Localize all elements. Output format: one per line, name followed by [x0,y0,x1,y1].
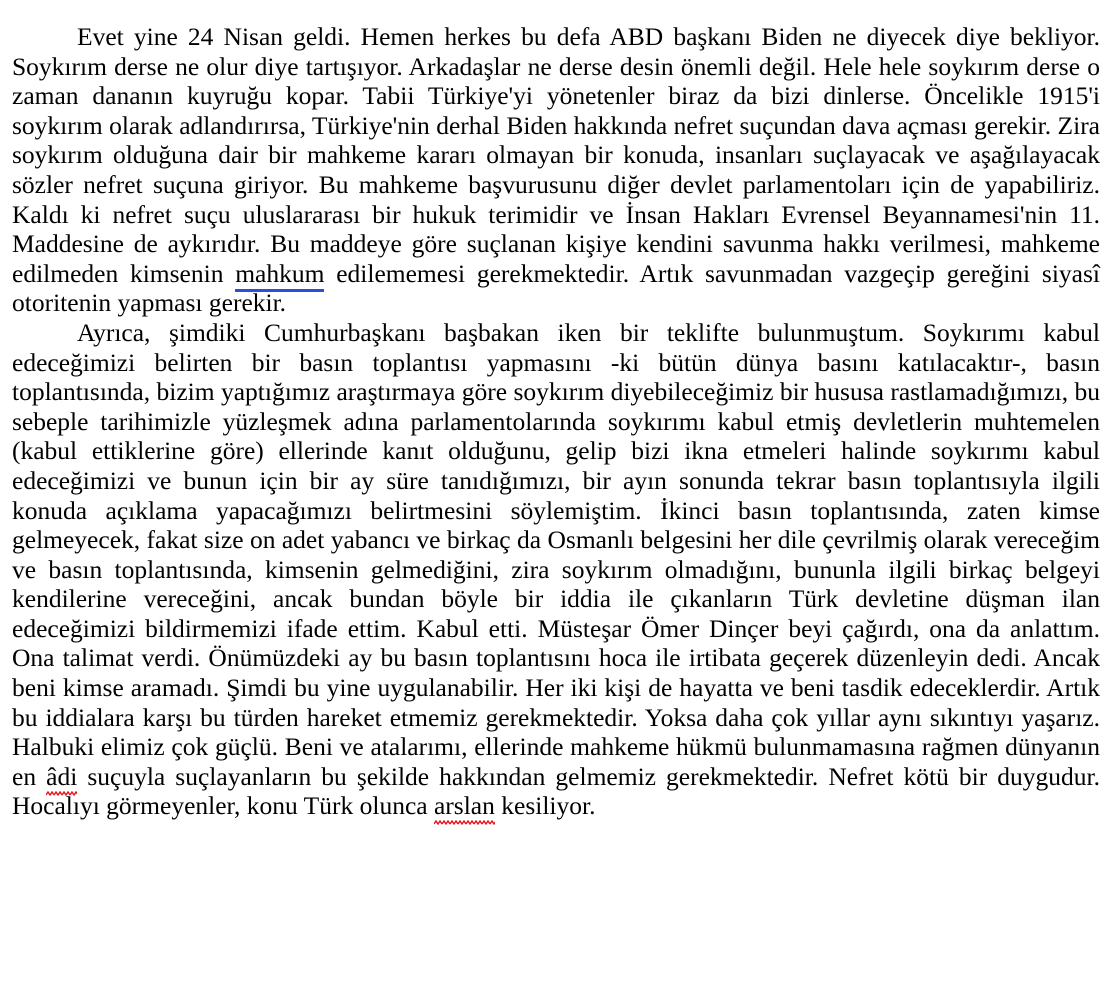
hyperlink-mahkum[interactable]: mahkum [235,259,324,292]
paragraph-1 [12,22,1100,318]
text-run: Evet yine 24 Nisan geldi. Hemen herkes bu defa ABD başkanı Biden ne diyecek diye bekliyor. Soykırım derse ne olur diye tartışıyor. Arkadaşlar ne derse desin önemli değil. Hele hele soykırım derse o zaman dananın kuyruğu kopar. Tabii Türkiye'yi yönetenler biraz da bizi dinlerse. Öncelikle 1915'i soykırım olarak adlandırırsa, Türkiye'nin derhal Biden hakkında nefret suçundan dava açması gerekir. Zira soykırım olduğuna dair bir mahkeme kararı olmayan bir konuda, insanları suçlayacak ve aşağılayacak sözler nefret suçuna giriyor. Bu mahkeme başvurusunu diğer devlet parlamentoları için de yapabiliriz. Kaldı ki nefret suçu uluslararası bir hukuk terimidir ve İnsan Hakları Evrensel Beyannamesi'nin 11. Maddesine de aykırıdır. Bu maddeye göre suçlanan kişiye kendini savunma hakkı verilmesi, mahkeme edilmeden kimsenin [12,22,1100,288]
document-body[interactable] [12,22,1100,821]
text-run: suçuyla suçlayanların bu şekilde hakkından gelmemiz gerekmektedir. Nefret kötü bir duygudur. Hocalıyı görmeyenler, konu Türk olunca [12,761,1100,821]
text-run: Ayrıca, şimdiki Cumhurbaşkanı başbakan iken bir teklifte bulunmuştum. Soykırımı kabul edeceğimizi belirten bir basın toplantısı yapmasını -ki bütün dünya basını katılacaktır-, basın toplantısında, bizim yaptığımız araştırmaya göre soykırım diyebileceğimiz bir hususa rastlamadığımızı, bu sebeple tarihimizle yüzleşmek adına parlamentolarında soykırımı kabul etmiş devletlerin muhtemelen (kabul ettiklerine göre) ellerinde kanıt olduğunu, gelip bizi ikna etmeleri halinde soykırımı kabul edeceğimizi ve bunun için bir ay süre tanıdığımızı, bir ayın sonunda tekrar basın toplantısıyla ilgili konuda açıklama yapacağımızı belirtmesini söylemiştim. İkinci basın toplantısında, zaten kimse gelmeyecek, fakat size on adet yabancı ve birkaç da Osmanlı belgesini her dile çevrilmiş olarak vereceğim ve basın toplantısında, kimsenin gelmediğini, zira soykırım olmadığını, bununla ilgili birkaç belgeyi kendilerine vereceğini, ancak bundan böyle bir iddia ile çıkanların Türk devletine düşman ilan edeceğimizi bildirmemizi ifade ettim. Kabul etti. Müsteşar Ömer Dinçer beyi çağırdı, ona da anlattım. Ona talimat verdi. Önümüzdeki ay bu basın toplantısını hoca ile irtibata geçerek düzenleyin dedi. Ancak beni kimse aramadı. Şimdi bu yine uygulanabilir. Her iki kişi de hayatta ve beni tasdik edeceklerdir. Artık bu iddialara karşı bu türden hareket etmemiz gerekmektedir. Yoksa daha çok yıllar aynı sıkıntıyı yaşarız. Halbuki elimiz çok güçlü. Beni ve atalarımı, ellerinde mahkeme hükmü bulunmamasına rağmen dünyanın en [12,317,1100,791]
text-run: kesiliyor. [494,791,596,821]
text-run: edilememesi gerekmektedir. Artık savunmadan vazgeçip gereğini siyasî otoritenin yapması gerekir. [12,258,1100,318]
misspelled-word-âdi[interactable]: âdi [46,762,77,796]
misspelled-word-arslan[interactable]: arslan [434,791,495,825]
paragraph-2 [12,318,1100,821]
